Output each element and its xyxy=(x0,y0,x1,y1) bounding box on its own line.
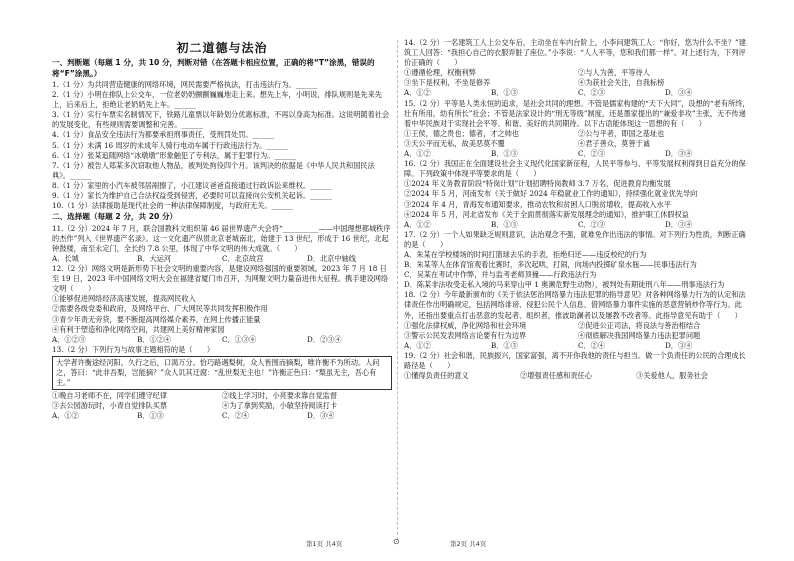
q16-option-a[interactable]: A．①② xyxy=(404,219,431,229)
q17-stem: 17.（2 分）一个人如果缺乏规则意识，法治观念不强，就难免作出违法的事情。对下列行为性质，判断正确的是（ ） xyxy=(404,229,746,249)
q13-line-1: ①晚自习老师不在，同学们遵守纪律 xyxy=(52,391,168,401)
left-column xyxy=(52,38,392,422)
q15-line-3: ③天公平而无私，故美恶莫不覆 xyxy=(404,138,505,148)
question-14 xyxy=(404,38,752,99)
q18-option-c[interactable]: C．②④ xyxy=(578,340,606,350)
question-11 xyxy=(52,224,392,264)
q18-line-4: ④彻底解决我国网络暴力违法犯罪问题 xyxy=(578,330,701,340)
q14-option-b[interactable]: B．①③ xyxy=(491,88,518,98)
q19-line-3: ③关爱他人，服务社会 xyxy=(636,371,708,381)
question-16 xyxy=(404,159,752,230)
q13-options xyxy=(52,411,392,421)
question-19 xyxy=(404,351,752,381)
q16-stem: 16.（2 分）我国正在全面建设社会主义现代化国家新征程，人民平等参与、平等发展权利得到日益充分的保障。下列政策中体现平等要求的是（ ） xyxy=(404,159,746,179)
q18-line-3: ③警示公民发表网络言论要有行为边界 xyxy=(404,330,527,340)
q16-option-d[interactable]: D．③④ xyxy=(665,219,693,229)
q14-stem: 14.（2 分）一名建筑工人上公交车后，主动坐在车内台阶上，小李问建筑工人：“你好，您为什么不坐？”建筑工人回答：“我担心自己的衣服弄脏了座位。”小李说：“人人平等，您和我们都一样”。对上述行为，下列评价正确的（ ） xyxy=(404,38,746,68)
footer-left-page-number: 第1页 共4页 xyxy=(306,540,343,548)
judge-item-2: 2.（1 分）小明在排队上公交车，一位老奶奶颤颤巍巍地走上来。想先上车，小明说，排队规则是先来先上，后来后上，拒绝让老奶奶先上车。______ xyxy=(52,90,382,110)
q18-option-a[interactable]: A．①② xyxy=(404,340,431,350)
q16-line-3: ③2024 年 4 月，青海发布通知要求，推动农牧和贫困人口脱贫增收，提高收入水平 xyxy=(404,199,671,209)
q11-option-a[interactable]: A．长城 xyxy=(52,254,79,263)
q15-option-d[interactable]: D．③④ xyxy=(665,149,693,159)
q12-options xyxy=(52,335,392,345)
q13-stem: 13.（2 分）下列行为与故事主题相符的是（ ） xyxy=(52,344,215,354)
q16-option-c[interactable]: C．②③ xyxy=(578,219,606,229)
question-18 xyxy=(404,290,752,351)
section2-header: 二、选择题（每题 2 分，共 20 分） xyxy=(52,212,178,222)
question-12 xyxy=(52,264,392,345)
q14-lines xyxy=(404,68,752,88)
question-15 xyxy=(404,99,752,160)
page-title: 初二道德与法治 xyxy=(176,41,268,55)
q18-lines xyxy=(404,321,752,341)
q19-stem: 19.（2 分）社会和谐，民族振兴，国家富强，离不开你我他的责任与担当。做一个负责任的公民的合理成长路径是（ ） xyxy=(404,350,746,370)
judge-item-7: 7.（1 分）被告人郑某多次窃取他人物品，被判处拘役四个月。该判决的依据是《中华人民共和国民法典》。______ xyxy=(52,160,375,180)
q18-line-2: ②促进公正司法，将良法与善治相结合 xyxy=(578,320,701,330)
q14-option-a[interactable]: A．①② xyxy=(404,88,431,98)
q13-line-3: ③去公园游玩时，小青自觉排队买票 xyxy=(52,401,168,411)
q14-line-4: ④为获社会关注，自我标榜 xyxy=(578,78,665,88)
judge-item-3: 3.（1 分）实行车票实名制情况下，铁路儿童票以年龄划分优惠标准，不再以身高为标准。这说明随着社会的发展变化，有些规则需要调整和完善。______ xyxy=(52,110,390,130)
q13-line-2: ②线上学习时，小亮要求靠自觉监督 xyxy=(222,391,338,401)
q13-lines xyxy=(52,391,392,411)
q14-option-d[interactable]: D．③④ xyxy=(665,88,693,98)
q16-line-4: ④2024 年 5 月，河北省发布《关于全面贯彻落实新发展理念的通知》，推护职工休假权益 xyxy=(404,209,689,219)
q19-line-2: ②增强责任感和责任心 xyxy=(520,371,592,381)
q18-option-d[interactable]: D．③④ xyxy=(665,340,693,350)
column-divider xyxy=(397,40,398,540)
section1-header: 一、判断题（每题 1 分，共 10 分，判断对错（在答题卡相应位置，正确的将“T”涂黑，错误的将“F”涂黑。） xyxy=(52,58,375,78)
judge-item-9: 9.（1 分）家长为维护自己合法权益受到侵害，必要时可以直接向公安机关起诉。______ xyxy=(52,191,332,201)
q15-lines xyxy=(404,129,752,149)
q15-option-a[interactable]: A．①② xyxy=(404,149,431,159)
q13-option-b[interactable]: B．①③ xyxy=(137,411,164,421)
judge-item-8: 8.（1 分）家里的小汽车被邻居剐擦了，小江建议爸爸直接通过行政诉讼来维权。______ xyxy=(52,180,332,190)
q11-stem: 11.（2 分）2024 年 7 月，联合国教科文组织第 46 届世界遗产大会将“__________——中国理想都城秩序的杰作”列入《世界遗产名录》。这一文化遗产纵贯北京老城南北，始建于 13 世纪，形成于 16 世纪，北起钟鼓楼，南至永定门，全长约 7.8 公里，体现了中华文明的伟大成就。（ ） xyxy=(52,223,391,253)
q18-option-b[interactable]: B．①③ xyxy=(491,340,518,350)
q18-line-1: ①强化法律权威，净化网络和社会环境 xyxy=(404,320,527,330)
q17-option-a[interactable]: A．朱某在学校楼场的时间打篮球去乐的手表，拒绝归还——违反校纪的行为 xyxy=(404,249,647,259)
q14-option-c[interactable]: C．②③ xyxy=(578,88,606,98)
q13-option-c[interactable]: C．②④ xyxy=(222,411,250,421)
q17-option-c[interactable]: C．吴某在考试中作弊，并与监考老师顶撞——行政违法行为 xyxy=(404,270,597,280)
q14-line-1: ①遵循伦理，权衡利弊 xyxy=(404,68,476,78)
section1-items xyxy=(52,80,392,211)
q16-line-2: ②2024 年 5 月，河南发布《关于做好 2024 年稳就业工作的通知》，持续强化就业优先导向 xyxy=(404,189,698,199)
q14-options xyxy=(404,88,752,98)
right-column xyxy=(404,38,752,381)
q14-line-2: ②与人为善，平等待人 xyxy=(578,68,650,78)
question-13 xyxy=(52,345,392,422)
q15-line-2: ②公与平者，即国之基址也 xyxy=(578,128,665,138)
q12-option-a[interactable]: A．①②③ xyxy=(52,334,86,344)
q15-line-4: ④君子善众，莫善于诚 xyxy=(578,138,650,148)
footer-right-page-number: 第2页 共4页 xyxy=(450,540,487,548)
q12-option-c[interactable]: C．①③④ xyxy=(222,334,257,344)
q13-option-a[interactable]: A．①② xyxy=(52,411,79,421)
judge-item-10: 10.（1 分）法律援助是现代社会的一种法律保障制度，与政府无关。______ xyxy=(52,201,294,211)
q12-line-1: ①能够促进网络经济高速发展，提高网民收入 xyxy=(52,294,196,304)
q18-options xyxy=(404,341,752,351)
q17-option-b[interactable]: B．朱某等人在体育馆观看比赛时，多次起哄，打闹，向场内投掷矿泉水瓶——民事违法行为 xyxy=(404,260,697,270)
q12-line-3: ③青少年责无旁贷，要不断提高网络媒介素养，在网上传播正能量 xyxy=(52,314,261,324)
q11-options xyxy=(52,254,392,264)
judge-item-6: 6.（1 分）张某追随网络“冰墩墩”形象触犯了专利法，属于犯罪行为。______ xyxy=(52,150,296,160)
q12-option-b[interactable]: B．①②④ xyxy=(137,334,172,344)
q12-option-d[interactable]: D．②③④ xyxy=(307,334,342,344)
q13-option-d[interactable]: D．③④ xyxy=(307,411,335,421)
q15-line-1: ①王侯，德之贵也；德者，才之帅也 xyxy=(404,128,520,138)
q16-options xyxy=(404,220,752,230)
q12-stem: 12.（2 分）网络文明是新形势下社会文明的重要内容，是建设网络强国的重要领域。2023 年 7 月 18 日至 19 日，2023 年中国网络文明大会在福建省厦门市召开，为网聚文明力量奋进伟大征程。携手建设网络文明（ ） xyxy=(52,264,389,294)
question-17 xyxy=(404,230,752,291)
q15-option-b[interactable]: B．①③ xyxy=(491,149,518,159)
q12-line-2: ②需要各级党委和政府，及网络平台、广大网民等共同发挥积极作用 xyxy=(52,304,268,314)
q16-line-1: ①2024 年义务教育阶段“特岗计划”计划招聘特岗教师 3.7 万名，促进教育均衡发展 xyxy=(404,179,671,189)
q11-option-d[interactable]: D．北京中轴线 xyxy=(307,254,356,263)
q15-stem: 15.（2 分）平等是人类永恒的追求，是社会共同的理想。不管是儒家构建的“天下大同”，设想的“老有所终，壮有所用，幼有所长”社会；不管是法家设计的“刑无等级”制度，还是墨家提出的“兼爱非攻”主张，无不传递着中华民族对于实现社会平等、和谐、美好的共同期待。以下古语能体现这一思想的有（ ） xyxy=(404,98,750,128)
q11-option-c[interactable]: C．北京故宫 xyxy=(222,254,264,263)
q13-story-box: 大学者许衡途经河阳，久行之后，口渴万分。恰巧路遇梨树，众人皆围而摘梨，唯许衡不为所动。人问之，答曰：“此非吾梨，岂能摘？”众人讥其迂腐：“乱世梨无主也！”许衡正色曰：“梨虽无主，吾心有主。” xyxy=(52,356,392,390)
q16-option-b[interactable]: B．①③ xyxy=(491,219,518,229)
page-center-mark-icon: ⊙ xyxy=(393,537,400,546)
judge-item-4: 4.（1 分）食品安全违法行为都要承担刑事责任，受刑罚处罚。______ xyxy=(52,130,275,140)
q15-options xyxy=(404,149,752,159)
q11-option-b[interactable]: B．大运河 xyxy=(137,254,172,263)
judge-item-1: 1.（1 分）为共同营造健康的网络环境，网民需要严格执法，打击违法行为。______ xyxy=(52,80,318,89)
q19-lines xyxy=(404,371,752,381)
q14-line-3: ③坐下是权利，不坐是修养 xyxy=(404,78,491,88)
q17-option-d[interactable]: D．陈某非法收受走私入境的马来穿山甲 1 奥濒危野生动物），被判处有期徒刑八年——刑事违法行为 xyxy=(404,280,725,290)
q18-stem: 18.（2 分）今年最新颁布的《关于依法惩治网络暴力违法犯罪的指导意见》对各种网络暴力行为的认定和法律责任作出明确规定，包括网络诽谤、侵犯公民个人信息、借网络暴力事件实施的恶意营销炒作等行为。此外，还指出要重点打击恶意的发起者、组织者，推波助澜者以及屡教不改者等。此指导意见有助于（ ） xyxy=(404,290,746,320)
q15-option-c[interactable]: C．②③ xyxy=(578,149,606,159)
q19-line-1: ①懂得负责任的意义 xyxy=(404,371,469,381)
q12-line-4: ④有利于塑造和净化网络空间，共建网上美好精神家园 xyxy=(52,324,225,334)
judge-item-5: 5.（1 分）未满 16 周岁的未成年人骑行电动车属于行政违法行为。______ xyxy=(52,140,288,150)
q13-line-4: ④为了拿到奖励，小敏坚持阅读打卡 xyxy=(222,401,338,411)
